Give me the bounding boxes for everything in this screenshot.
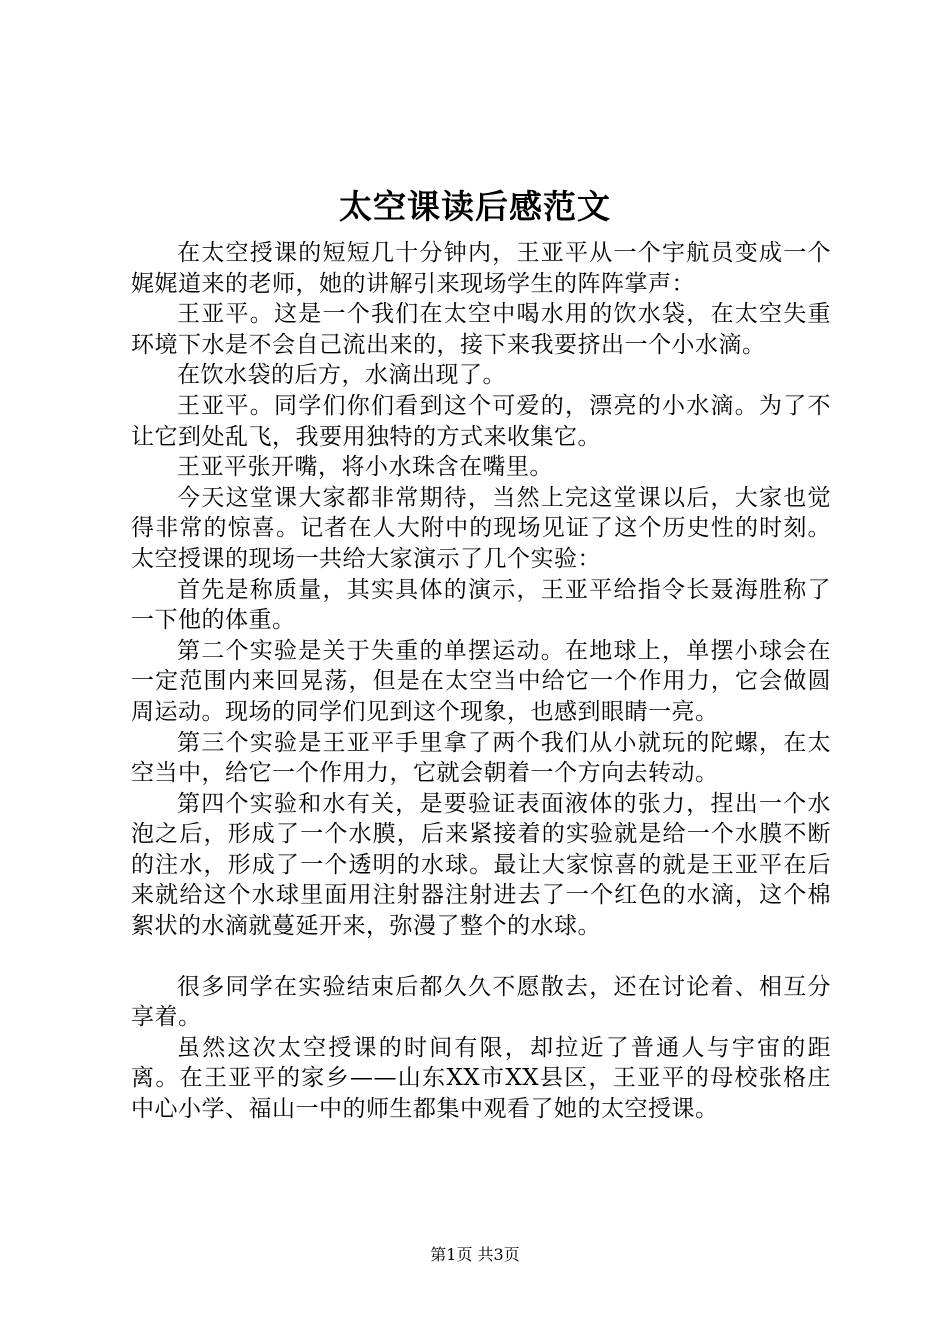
paragraph: 在饮水袋的后方，水滴出现了。 (177, 362, 506, 389)
page-number-footer: 第1页 共3页 (430, 1245, 520, 1264)
paragraph: 王亚平。这是一个我们在太空中喝水用的饮水袋，在太空失重环境下水是不会自己流出来的，接下来我要挤出一个小水滴。 (131, 301, 831, 358)
document-body (131, 238, 831, 1125)
paragraph: 第二个实验是关于失重的单摆运动。在地球上，单摆小球会在一定范围内来回晃荡，但是在太空当中给它一个作用力，它会做圆周运动。现场的同学们见到这个现象，也感到眼睛一亮。 (131, 637, 831, 725)
paragraph: 首先是称质量，其实具体的演示，王亚平给指令长聂海胜称了一下他的体重。 (131, 576, 831, 634)
document-title: 太空课读后感范文 (339, 187, 611, 226)
paragraph: 王亚平。同学们你们看到这个可爱的，漂亮的小水滴。为了不让它到处乱飞，我要用独特的方式来收集它。 (131, 392, 831, 450)
paragraph: 很多同学在实验结束后都久久不愿散去，还在讨论着、相互分享着。 (131, 973, 831, 1031)
paragraph: 第四个实验和水有关，是要验证表面液体的张力，捏出一个水泡之后，形成了一个水膜，后来紧接着的实验就是给一个水膜不断的注水，形成了一个透明的水球。最让大家惊喜的就是王亚平在后来就给这个水球里面用注射器注射进去了一个红色的水滴，这个棉絮状的水滴就蔓延开来，弥漫了整个的水球。 (131, 790, 831, 940)
paragraph: 在太空授课的短短几十分钟内，王亚平从一个宇航员变成一个娓娓道来的老师，她的讲解引来现场学生的阵阵掌声： (131, 240, 831, 297)
paragraph: 第三个实验是王亚平手里拿了两个我们从小就玩的陀螺，在太空当中，给它一个作用力，它就会朝着一个方向去转动。 (131, 729, 831, 787)
paragraph: 今天这堂课大家都非常期待，当然上完这堂课以后，大家也觉得非常的惊喜。记者在人大附中的现场见证了这个历史性的时刻。太空授课的现场一共给大家演示了几个实验： (131, 484, 831, 572)
paragraph: 虽然这次太空授课的时间有限，却拉近了普通人与宇宙的距离。在王亚平的家乡——山东XX市XX县区，王亚平的母校张格庄中心小学、福山一中的师生都集中观看了她的太空授课。 (131, 1034, 831, 1123)
paragraph: 王亚平张开嘴，将小水珠含在嘴里。 (177, 454, 553, 481)
